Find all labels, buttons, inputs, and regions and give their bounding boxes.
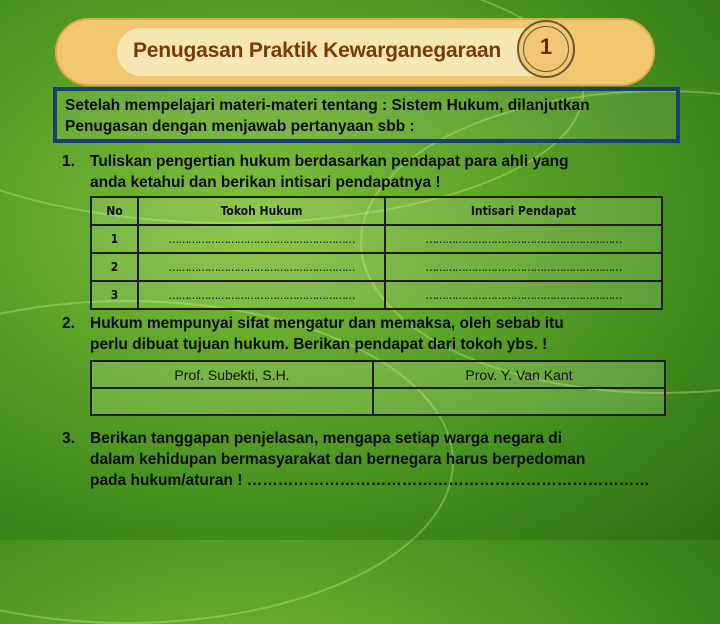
question-3-line-3: pada hukum/aturan ! …………………………………………………………………… bbox=[90, 472, 650, 489]
question-2-number: 2. bbox=[62, 315, 75, 332]
tokoh-cell[interactable]: ………………………………………………… bbox=[138, 253, 385, 281]
intro-line-2: Penugasan dengan menjawab pertanyaan sbb : bbox=[65, 118, 415, 135]
slide-number: 1 bbox=[539, 34, 553, 59]
intisari-cell[interactable]: …………………………………………………… bbox=[385, 253, 662, 281]
tujuan-hukum-table bbox=[90, 360, 666, 416]
header-no: No bbox=[91, 197, 138, 225]
question-3-line-1: Berikan tanggapan penjelasan, mengapa setiap warga negara di bbox=[90, 430, 563, 447]
answer-subekti-cell[interactable] bbox=[91, 388, 373, 415]
tokoh-cell[interactable]: ………………………………………………… bbox=[138, 225, 385, 253]
intisari-cell[interactable]: …………………………………………………… bbox=[385, 225, 662, 253]
table-row bbox=[91, 253, 662, 281]
question-2-line-1: Hukum mempunyai sifat mengatur dan memaksa, oleh sebab itu bbox=[90, 315, 564, 332]
answer-van-kant-cell[interactable] bbox=[373, 388, 665, 415]
header-tokoh: Tokoh Hukum bbox=[138, 197, 385, 225]
intisari-cell[interactable]: …………………………………………………… bbox=[385, 281, 662, 309]
row-no: 3 bbox=[91, 281, 138, 309]
tokoh-cell[interactable]: ………………………………………………… bbox=[138, 281, 385, 309]
question-3-line-2: dalam kehidupan bermasyarakat dan bernegara harus berpedoman bbox=[90, 451, 586, 468]
table-row bbox=[91, 388, 665, 415]
row-no: 1 bbox=[91, 225, 138, 253]
intro-line-1: Setelah mempelajari materi-materi tentang : Sistem Hukum, dilanjutkan bbox=[65, 97, 590, 114]
table-row bbox=[91, 225, 662, 253]
question-3 bbox=[62, 428, 702, 494]
row-no: 2 bbox=[91, 253, 138, 281]
intro-box bbox=[53, 87, 680, 143]
question-2-line-2: perlu dibuat tujuan hukum. Berikan pendapat dari tokoh ybs. ! bbox=[90, 336, 548, 353]
header-intisari: Intisari Pendapat bbox=[385, 197, 662, 225]
page-title: Penugasan Praktik Kewarganegaraan bbox=[133, 39, 502, 62]
question-1-number: 1. bbox=[62, 153, 75, 170]
question-3-number: 3. bbox=[62, 430, 75, 447]
slide-number-badge bbox=[517, 20, 575, 78]
header-subekti: Prof. Subekti, S.H. bbox=[91, 361, 373, 388]
question-1-line-2: anda ketahui dan berikan intisari pendapatnya ! bbox=[90, 174, 441, 191]
tokoh-hukum-table bbox=[90, 196, 663, 310]
table-header-row bbox=[91, 197, 662, 225]
table-header-row bbox=[91, 361, 665, 388]
header-van-kant: Prov. Y. Van Kant bbox=[373, 361, 665, 388]
question-1 bbox=[62, 151, 682, 195]
question-1-line-1: Tuliskan pengertian hukum berdasarkan pendapat para ahli yang bbox=[90, 153, 569, 170]
question-2 bbox=[62, 313, 682, 357]
table-row bbox=[91, 281, 662, 309]
